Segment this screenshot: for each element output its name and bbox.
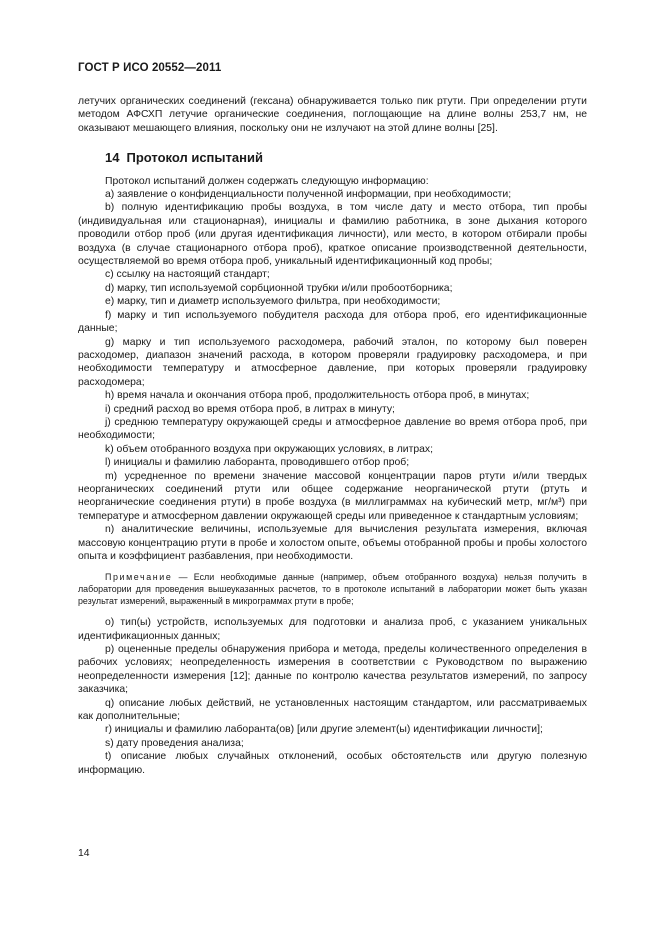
list-item: p) оцененные пределы обнаружения прибора и метода, пределы количественного определения в рабочих условиях; неопределенность измерения в соответствии с Руководством по выражению неопределенности измерения [12]; данные по контролю качества результатов измерений, по запросу заказчика; [78, 644, 587, 696]
note-text: — Если необходимые данные (например, объем отобранного воздуха) нельзя получить в лаборатории для проведения вышеуказанных расчетов, то в протоколе испытаний в лаборатории может быть указан результат измерений, выраженный в микрограммах ртути в пробе; [78, 572, 588, 606]
note-label: Примечание [105, 572, 173, 583]
list-item: m) усредненное по времени значение массовой концентрации паров ртути и/или твердых неорганических соединений ртути или общее содержание неорганической ртути (ртуть и неорганические соединения ртути) в пробе воздуха (в миллиграммах на кубический метр, мг/м³) при температуре и атмосферном давлении окружающей среды или приведенное к стандартным условиям; [78, 470, 587, 522]
page-number: 14 [78, 848, 90, 859]
list-item: g) марку и тип используемого расходомера, рабочий эталон, по которому был поверен расходомер, диапазон значений расхода, в котором проверяли градуировку расходомера, и при необходимости температуру и атмосферное давление, при которых проверяли градуировку расходомера; [78, 336, 587, 388]
list-item: b) полную идентификацию пробы воздуха, в том числе дату и место отбора, тип пробы (индивидуальная или стационарная), инициалы и фамилию работника, в зоне дыхания которого проводили отбор проб (или другая идентификация личности), или место, в котором отбирали пробы воздуха (в случае стационарного отбора проб), краткое описание производственной деятельности, осуществляемой во время отбора проб, уникальный идентификационный код пробы; [78, 202, 587, 268]
list-item: o) тип(ы) устройств, используемых для подготовки и анализа проб, с указанием уникальных идентификационных данных; [78, 617, 587, 642]
list-item: d) марку, тип используемой сорбционной трубки и/или пробоотборника; [105, 282, 453, 294]
list-item: c) ссылку на настоящий стандарт; [105, 269, 270, 281]
standard-header: ГОСТ Р ИСО 20552—2011 [78, 62, 222, 74]
list-item: l) инициалы и фамилию лаборанта, проводившего отбор проб; [105, 457, 410, 469]
section-number: 14 [105, 150, 120, 166]
section-title: Протокол испытаний [126, 150, 263, 166]
list-item: h) время начала и окончания отбора проб, продолжительность отбора проб, в минутах; [105, 390, 530, 402]
list-item: r) инициалы и фамилию лаборанта(ов) [или другие элемент(ы) идентификации личности]; [105, 724, 543, 736]
intro-paragraph: летучих органических соединений (гексана) обнаруживается только пик ртути. При определении ртути методом АФСХП летучие органические соединения, поглощающие на длине волны 253,7 нм, не оказывают мешающего влияния, поскольку они не излучают на этой длине волны [25]. [78, 96, 587, 134]
list-item: n) аналитические величины, используемые для вычисления результата измерения, включая массовую концентрацию ртути в пробе и холостом опыте, объемы отобранной пробы и пробы холостого опыта и коэффициент разбавления, при необходимости. [78, 524, 587, 562]
list-item: s) дату проведения анализа; [105, 737, 244, 749]
section-heading [105, 151, 587, 164]
list-item: t) описание любых случайных отклонений, особых обстоятельств или другую полезную информацию. [78, 751, 587, 776]
list-item: j) среднюю температуру окружающей среды и атмосферное давление во время отбора проб, при необходимости; [78, 416, 587, 442]
list-item: e) марку, тип и диаметр используемого фильтра, при необходимости; [105, 296, 441, 308]
list-item: i) средний расход во время отбора проб, в литрах в минуту; [105, 403, 395, 415]
list-item: k) объем отобранного воздуха при окружающих условиях, в литрах; [105, 443, 433, 455]
list-item: a) заявление о конфиденциальности полученной информации, при необходимости; [105, 189, 512, 201]
note [78, 572, 587, 607]
section-lead: Протокол испытаний должен содержать следующую информацию: [105, 175, 429, 187]
list-item: q) описание любых действий, не установленных настоящим стандартом, или рассматриваемых как дополнительные; [78, 697, 587, 723]
document-body [78, 95, 587, 777]
list-item: f) марку и тип используемого побудителя расхода для отбора проб, его идентификационные данные; [78, 309, 587, 335]
